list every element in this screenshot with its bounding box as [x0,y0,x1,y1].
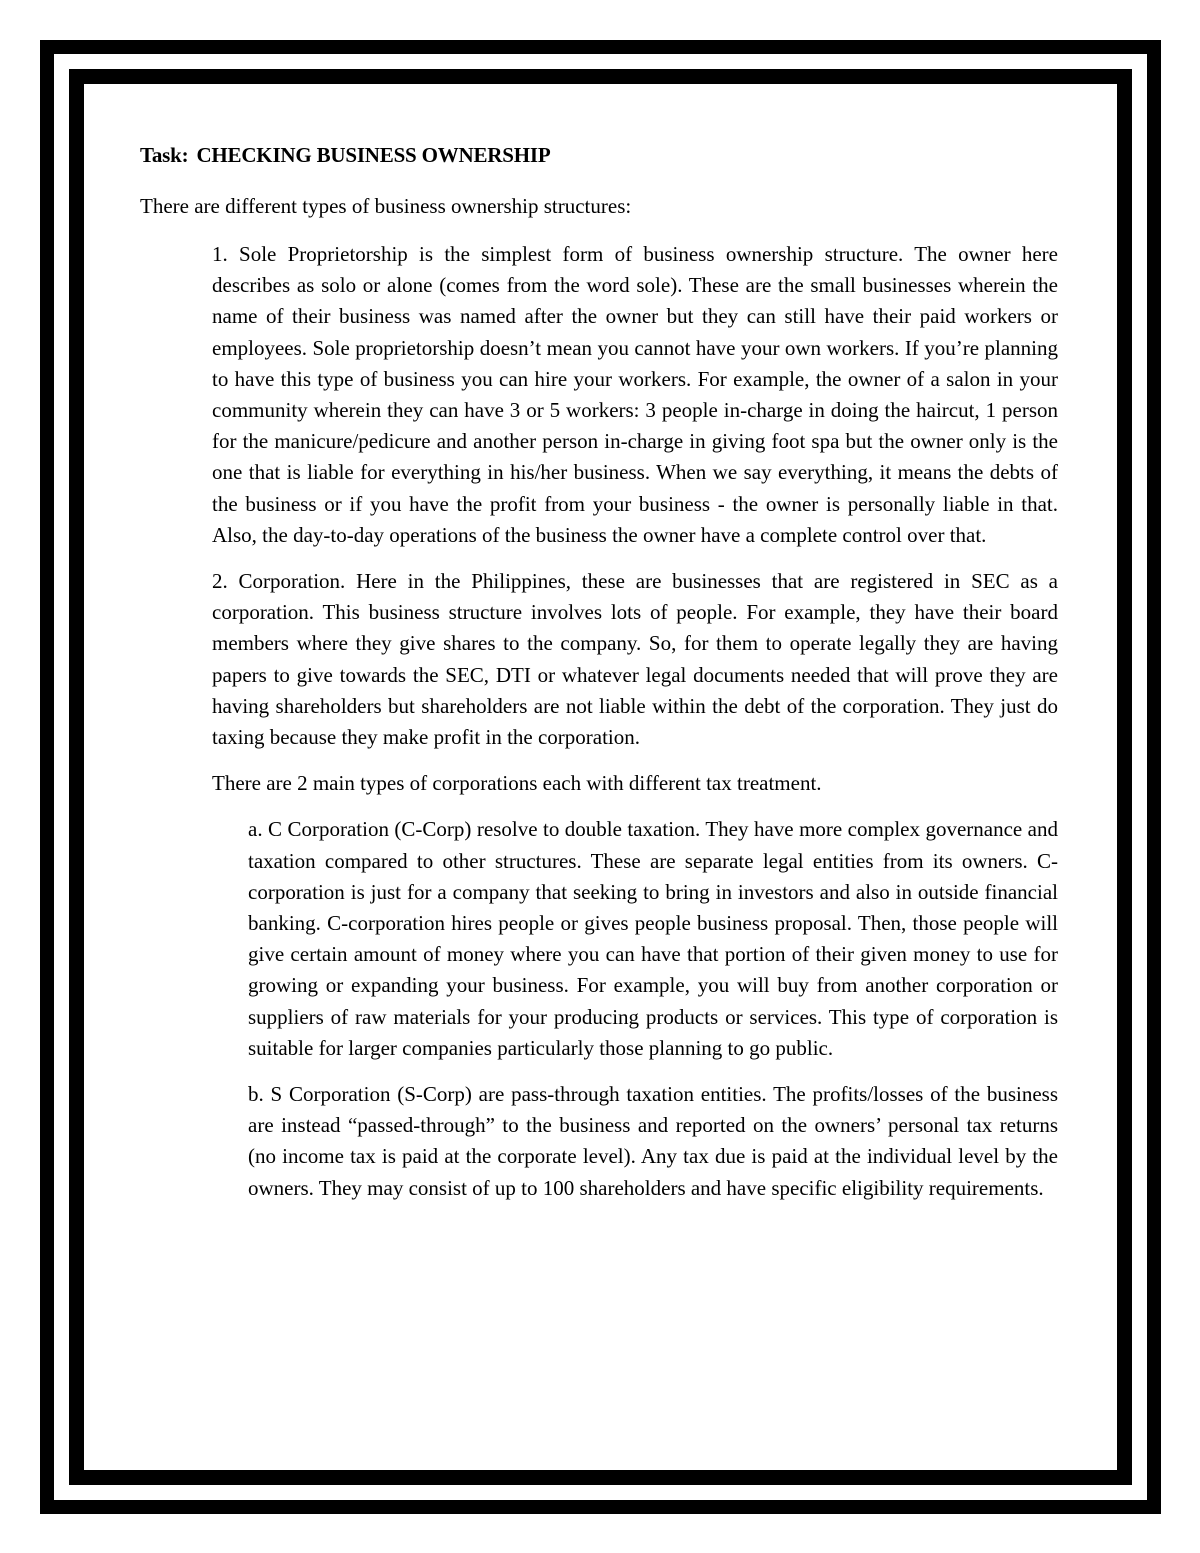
paragraph-sole-proprietorship: 1. Sole Proprietorship is the simplest form of business ownership structure. The owner here describes as solo or alone (comes from the word sole). These are the small businesses wherein the name of their business was named after the owner but they can still have their paid workers or employees. Sole proprietorship doesn’t mean you cannot have your own workers. If you’re planning to have this type of business you can hire your workers. For example, the owner of a salon in your community wherein they can have 3 or 5 workers: 3 people in-charge in doing the haircut, 1 person for the manicure/pedicure and another person in-charge in giving foot spa but the owner only is the one that is liable for everything in his/her business. When we say everything, it means the debts of the business or if you have the profit from your business - the owner is personally liable in that. Also, the day-to-day operations of the business the owner have a complete control over that. [212,242,1058,547]
paragraph-c-corporation: a. C Corporation (C-Corp) resolve to double taxation. They have more complex governance and taxation compared to other structures. These are separate legal entities from its owners. C-corporation is just for a company that seeking to bring in investors and also in outside financial banking. C-corporation hires people or gives people business proposal. Then, those people will give certain amount of money where you can have that portion of their given money to use for growing or expanding your business. For example, you will buy from another corporation or suppliers of raw materials for your producing products or services. This type of corporation is suitable for larger companies particularly those planning to go public. [248,817,1058,1060]
task-title: CHECKING BUSINESS OWNERSHIP [196,143,551,167]
intro-text: There are different types of business ownership structures: [140,194,632,218]
paragraph-corporation: 2. Corporation. Here in the Philippines, these are businesses that are registered in SEC as a corporation. This business structure involves lots of people. For example, they have their board members where they give shares to the company. So, for them to operate legally they are having papers to give towards the SEC, DTI or whatever legal documents needed that will prove they are having shareholders but shareholders are not liable within the debt of the corporation. They just do taxing because they make profit in the corporation. [212,569,1058,750]
paragraph-corporation-types-intro: There are 2 main types of corporations each with different tax treatment. [212,771,822,796]
document-body [140,140,1060,1204]
paragraph-s-corporation: b. S Corporation (S-Corp) are pass-through taxation entities. The profits/losses of the business are instead “passed-through” to the business and reported on the owners’ personal tax returns (no income tax is paid at the corporate level). Any tax due is paid at the individual level by the owners. They may consist of up to 100 shareholders and have specific eligibility requirements. [248,1082,1058,1200]
task-label: Task: [140,143,189,167]
task-heading [140,140,1060,171]
